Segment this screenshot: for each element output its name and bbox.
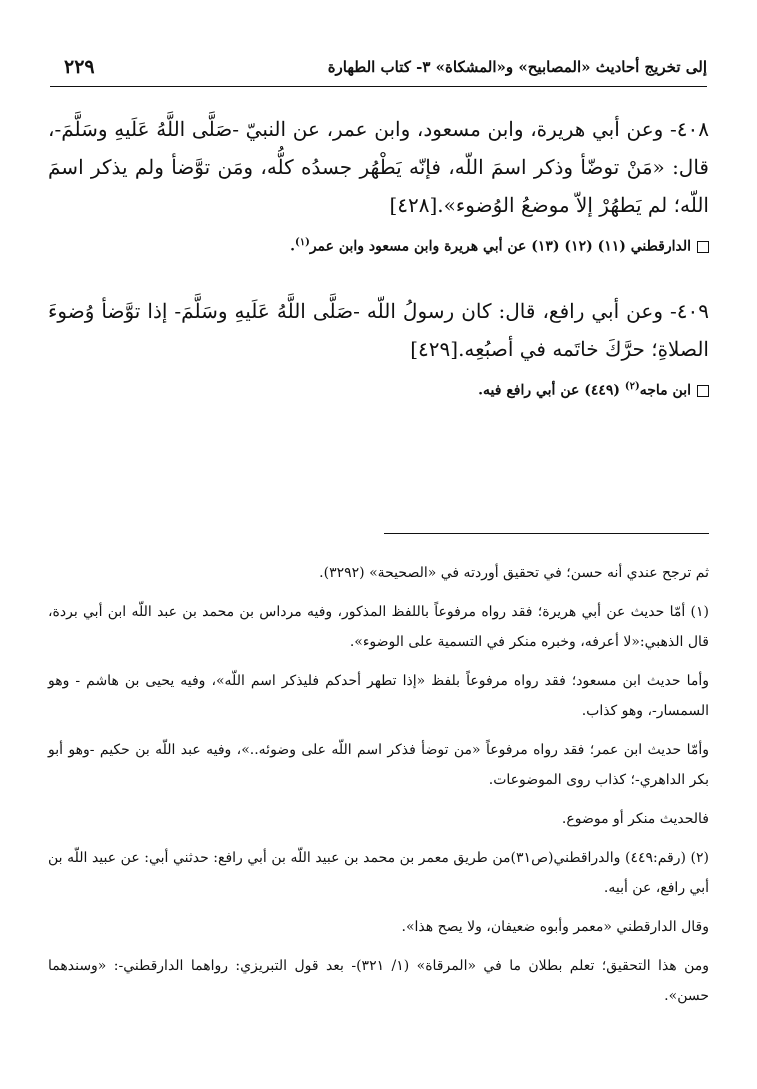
footnote-paragraph: ومن هذا التحقيق؛ تعلم بطلان ما في «المرقاة» (١/ ٣٢١)- بعد قول التبريزي: رواهما الدارقطني-: «وسندهما حسن». xyxy=(48,958,709,1004)
footnote-paragraph: وأمّا حديث ابن عمر؛ فقد رواه مرفوعاً «من توضأ فذكر اسم اللّه على وضوئه..»، وفيه عبد اللّه بن حكيم -وهو أبو بكر الداهري-؛ كذاب روى الموضوعات. xyxy=(48,742,709,788)
page-number: ٢٢٩ xyxy=(64,56,95,78)
hadith-409 xyxy=(48,292,709,402)
footnote-paragraph: وقال الدارقطني «معمر وأبوه ضعيفان، ولا يصح هذا». xyxy=(401,919,709,935)
checkbox-square-icon xyxy=(697,385,709,397)
hadith-409-source-after: (٤٤٩) عن أبي رافع فيه. xyxy=(478,382,625,399)
footnote-ref-1: (١) xyxy=(294,237,310,248)
hadith-408-source-text: الدارقطني (١١) (١٢) (١٣) عن أبي هريرة وابن مسعود وابن عمر xyxy=(309,238,691,255)
footnote-paragraph: وأما حديث ابن مسعود؛ فقد رواه مرفوعاً بلفظ «إذا تطهر أحدكم فليذكر اسم اللّه»، وفيه يحيى بن هاشم - وهو السمسار-، وهو كذاب. xyxy=(48,673,709,719)
checkbox-square-icon xyxy=(697,241,709,253)
hadith-409-source-before: ابن ماجه xyxy=(639,382,691,399)
hadith-409-source xyxy=(48,376,709,402)
hadith-408 xyxy=(48,110,709,258)
footnotes xyxy=(48,558,709,1020)
hadith-409-text: ٤٠٩- وعن أبي رافع، قال: كان رسولُ اللّه -صَلَّى اللَّهُ عَلَيهِ وسَلَّمَ- إذا توَّضأ وُضوءَ الصلاةِ؛ حرَّكَ خاتَمه في أصبُعِه.[٤٢٩] xyxy=(48,299,709,361)
hadith-408-text: ٤٠٨- وعن أبي هريرة، وابن مسعود، وابن عمر، عن النبيّ -صَلَّى اللَّهُ عَلَيهِ وسَلَّمَ-، قال: «مَنْ توضّأ وذكر اسمَ اللّه، فإنّه يَطْهُر جسدُه كلُّه، ومَن توَّضأ ولم يذكر اسمَ اللّه؛ لم يَطهُرْ إلاّ موضعُ الوُضوء».[٤٢٨] xyxy=(48,117,709,217)
hadith-408-source: الدارقطني (١١) (١٢) (١٣) عن أبي هريرة وابن مسعود وابن عمر$^{(١)}$. xyxy=(48,232,709,258)
footnote-divider xyxy=(384,533,709,534)
footnote-paragraph: فالحديث منكر أو موضوع. xyxy=(561,811,709,827)
header-title: إلى تخريج أحاديث «المصابيح» و«المشكاة» ٣- كتاب الطهارة xyxy=(327,58,707,76)
running-header xyxy=(50,52,707,87)
footnote-paragraph: (١) أمّا حديث عن أبي هريرة؛ فقد رواه مرفوعاً باللفظ المذكور، وفيه مرداس بن محمد بن عبد اللّه ابن أبي بردة، قال الذهبي:«لا أعرفه، وخبره منكر في التسمية على الوضوء». xyxy=(48,604,709,650)
footnote-ref-2: (٢) xyxy=(624,381,640,392)
footnote-paragraph: (٢) (رقم:٤٤٩) والدراقطني(ص٣١)من طريق معمر بن محمد بن عبيد اللّه بن أبي رافع: حدثني أبي: عن عبيد اللّه بن أبي رافع، عن أبيه. xyxy=(48,850,709,896)
footnote-paragraph: ثم ترجح عندي أنه حسن؛ في تحقيق أوردته في «الصحيحة» (٣٢٩٢). xyxy=(319,565,709,581)
